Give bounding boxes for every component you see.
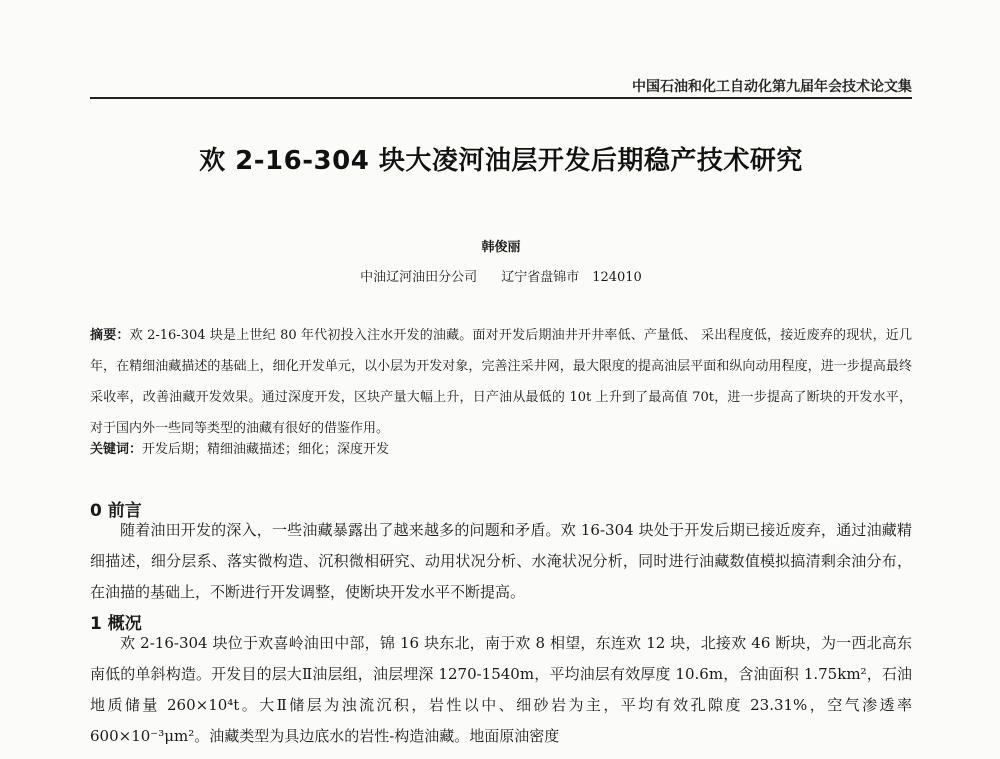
- affiliation-org: 中油辽河油田分公司: [360, 270, 478, 285]
- affiliation-address: 辽宁省盘锦市 124010: [501, 270, 642, 285]
- keywords-label: 关键词：: [90, 442, 143, 457]
- paper-title: 欢 2-16-304 块大凌河油层开发后期稳产技术研究: [199, 146, 803, 176]
- abstract-label: 摘要：: [90, 328, 130, 343]
- abstract-text: 欢 2-16-304 块是上世纪 80 年代初投入注水开发的油藏。面对开发后期油井开井率低、产量低、 采出程度低，接近废弃的现状，近几年，在精细油藏描述的基础上，细化开发单元，以小层为开发对象，完善注采井网，最大限度的提高油层平面和纵向动用程度，进一步提高最终采收率，改善油藏开发效果。通过深度开发，区块产量大幅上升，日产油从最低的 10t 上升到了最高值 70t，进一步提高了断块的开发水平，对于国内外一些同等类型的油藏有很好的借鉴作用。: [90, 328, 912, 436]
- keywords-text: 开发后期；精细油藏描述；细化；深度开发: [142, 442, 390, 457]
- abstract: [90, 320, 912, 444]
- header-rule: [90, 97, 912, 99]
- affiliation: [90, 266, 912, 285]
- page-bottom-edge: [0, 745, 1000, 759]
- section-heading-overview: 1 概况: [90, 614, 142, 634]
- section-body-introduction: 随着油田开发的深入，一些油藏暴露出了越来越多的问题和矛盾。欢 16-304 块处于开发后期已接近废弃，通过油藏精细描述，细分层系、落实微构造、沉积微相研究、动用状况分析、水淹状况分析，同时进行油藏数值模拟搞清剩余油分布，在油描的基础上，不断进行开发调整，使断块开发水平不断提高。: [90, 521, 912, 601]
- section-heading-introduction: 0 前言: [90, 501, 142, 521]
- keywords: [90, 437, 912, 463]
- author-name: 韩俊丽: [481, 240, 521, 255]
- section-body-overview: 欢 2-16-304 块位于欢喜岭油田中部，锦 16 块东北，南于欢 8 相望，东连欢 12 块，北接欢 46 断块，为一西北高东南低的单斜构造。开发目的层大Ⅱ油层组，油层埋深 1270-1540m，平均油层有效厚度 10.6m，含油面积 1.75km²，石油地质储量 260×10⁴t。大Ⅱ储层为浊流沉积，岩性以中、细砂岩为主，平均有效孔隙度 23.31%，空气渗透率 600×10⁻³μm²。油藏类型为具边底水的岩性-构造油藏。地面原油密度: [90, 634, 912, 745]
- running-header: 中国石油和化工自动化第九届年会技术论文集: [632, 79, 912, 95]
